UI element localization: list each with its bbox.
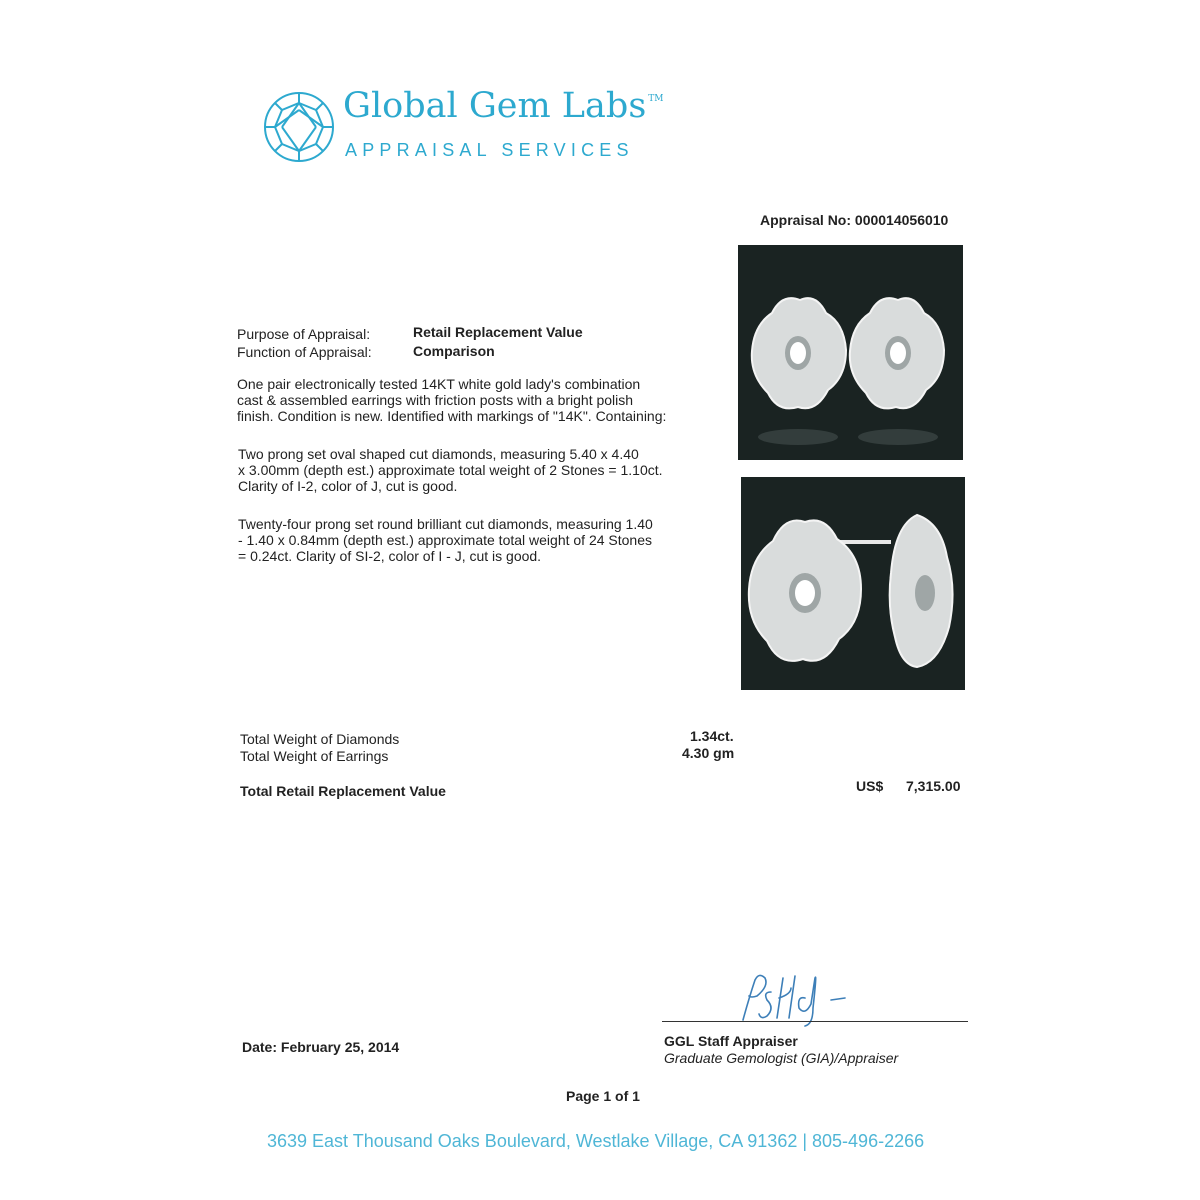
round-diamonds-description: Twenty-four prong set round brilliant cut diamonds, measuring 1.40 - 1.40 x 0.84mm (depth est.) approximate total weight of 24 Stones = 0.24ct. Clarity of SI-2, color of I - J, cut is good.: [238, 516, 653, 564]
total-weight-earrings-label: Total Weight of Earrings: [240, 748, 389, 764]
handwritten-signature: [735, 968, 865, 1028]
total-weight-diamonds-value: 1.34ct.: [690, 728, 734, 744]
oval-diamonds-description: Two prong set oval shaped cut diamonds, measuring 5.40 x 4.40 x 3.00mm (depth est.) approximate total weight of 2 Stones = 1.10ct. Clarity of I-2, color of J, cut is good.: [238, 446, 663, 494]
total-retail-value-label: Total Retail Replacement Value: [240, 783, 446, 799]
total-weight-earrings-value: 4.30 gm: [682, 745, 735, 761]
total-weight-diamonds-label: Total Weight of Diamonds: [240, 731, 400, 747]
trademark-mark: TM: [648, 94, 664, 104]
appraiser-name: GGL Staff Appraiser: [664, 1033, 798, 1049]
purpose-label: Purpose of Appraisal:: [237, 326, 371, 342]
signature-line: [662, 1021, 968, 1022]
item-description: One pair electronically tested 14KT white gold lady's combination cast & assembled earrings with friction posts with a bright polish finish. Condition is new. Identified with markings of "14K". Containing:: [237, 376, 667, 424]
function-value: Comparison: [413, 343, 495, 359]
total-retail-value-currency: US$: [856, 778, 884, 794]
earrings-front-photo: [738, 245, 963, 460]
logo-subtitle: APPRAISAL SERVICES: [345, 140, 634, 160]
gem-outline-icon: [262, 90, 336, 164]
function-label: Function of Appraisal:: [237, 344, 372, 360]
appraisal-number: Appraisal No: 000014056010: [760, 212, 949, 228]
total-retail-value-amount: 7,315.00: [906, 778, 961, 794]
purpose-value: Retail Replacement Value: [413, 324, 583, 340]
footer-address: 3639 East Thousand Oaks Boulevard, Westlake Village, CA 91362 | 805-496-2266: [267, 1131, 925, 1151]
page-number: Page 1 of 1: [566, 1088, 640, 1104]
earrings-side-photo: [741, 477, 965, 690]
appraiser-title: Graduate Gemologist (GIA)/Appraiser: [664, 1050, 899, 1066]
logo-title: Global Gem Labs ™: [343, 86, 664, 126]
appraisal-date: Date: February 25, 2014: [242, 1039, 400, 1055]
